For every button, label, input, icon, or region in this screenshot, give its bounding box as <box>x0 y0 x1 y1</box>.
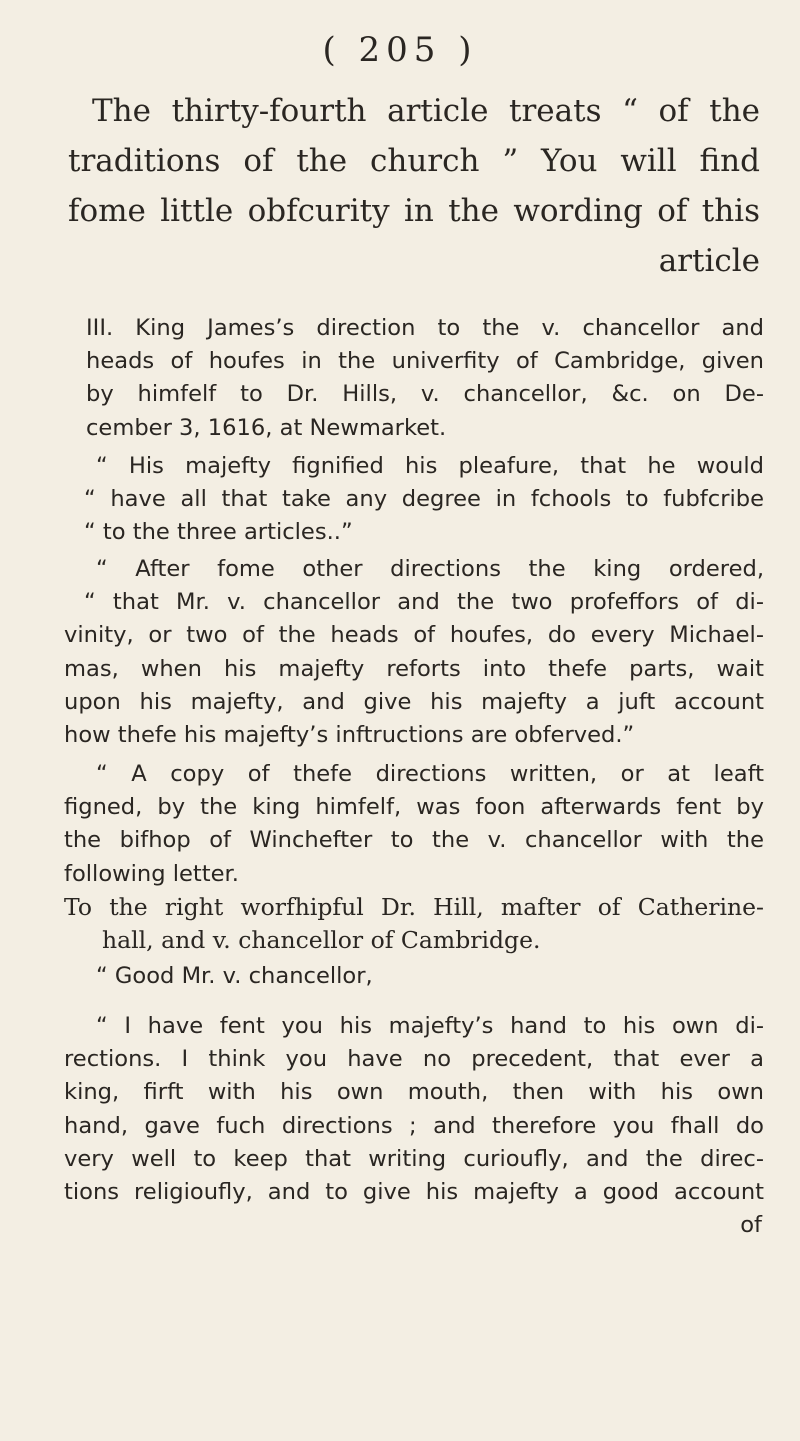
quote-line: the bifhop of Winchefter to the v. chancellor with the <box>64 827 764 854</box>
letter-body <box>64 1010 764 1242</box>
quote-line: “ A copy of thefe directions written, or at leaft <box>96 761 764 787</box>
quote-subscription <box>64 450 764 550</box>
address-line: hall, and v. chancellor of Cambridge. <box>102 926 541 955</box>
section-heading <box>64 312 764 445</box>
letter-line: very well to keep that writing curioufly, and the direc- <box>64 1145 764 1172</box>
quote-line: vinity, or two of the heads of houfes, do every Michael- <box>64 622 764 649</box>
quote-line: “ have all that take any degree in fchools to fubfcribe <box>84 486 764 513</box>
letter-salutation <box>64 960 764 993</box>
salutation-line: “ Good Mr. v. chancellor, <box>96 963 373 989</box>
quote-line: figned, by the king himfelf, was foon afterwards fent by <box>64 794 764 821</box>
quote-line: how thefe his majefty’s inftructions are obferved.” <box>64 722 635 749</box>
letter-line: rections. I think you have no precedent, that ever a <box>64 1046 764 1073</box>
letter-line: hand, gave fuch directions ; and therefore you fhall do <box>64 1112 764 1139</box>
letter-line: king, firft with his own mouth, then with his own <box>64 1079 764 1106</box>
intro-line: The thirty-fourth article treats “ of the <box>92 93 760 129</box>
quote-line: mas, when his majefty reforts into thefe parts, wait <box>64 655 764 682</box>
intro-line: fome little obfcurity in the wording of this <box>68 193 760 229</box>
heading-line: heads of houfes in the univerfity of Cambridge, given <box>86 348 764 375</box>
quote-line: “ After fome other directions the king ordered, <box>96 556 764 582</box>
intro-paragraph <box>68 86 760 286</box>
heading-line: by himfelf to Dr. Hills, v. chancellor, &c. on De- <box>86 381 764 408</box>
intro-line: article <box>658 243 760 279</box>
letter-line: “ I have fent you his majefty’s hand to his own di- <box>96 1013 764 1039</box>
catchword: of <box>740 1212 762 1239</box>
intro-line: traditions of the church ” You will find <box>68 143 760 179</box>
quote-line: “ to the three articles..” <box>84 519 353 546</box>
address-line: To the right worfhipful Dr. Hill, mafter of Catherine- <box>64 893 764 921</box>
letter-line: tions religioufly, and to give his majefty a good account <box>64 1179 764 1206</box>
quote-copy <box>64 758 764 891</box>
letter-address <box>64 891 764 957</box>
quote-directions <box>64 553 764 752</box>
quote-line: upon his majefty, and give his majefty a juft account <box>64 688 764 715</box>
quote-line: “ His majefty fignified his pleafure, that he would <box>96 453 764 479</box>
page-number: ( 205 ) <box>322 30 478 70</box>
quote-line: “ that Mr. v. chancellor and the two profeffors of di- <box>84 589 764 616</box>
heading-line: cember 3, 1616, at Newmarket. <box>86 414 447 441</box>
quote-line: following letter. <box>64 860 239 887</box>
heading-line: III. King James’s direction to the v. chancellor and <box>86 315 764 341</box>
